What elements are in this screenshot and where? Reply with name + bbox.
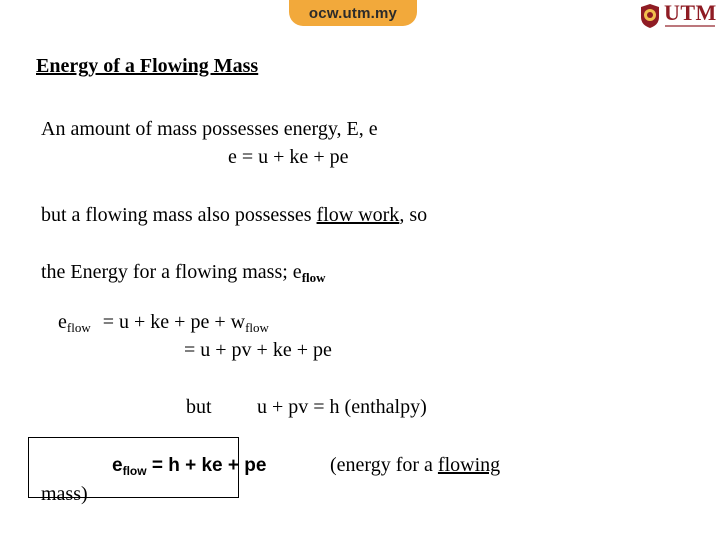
- ocw-banner-text: ocw.utm.my: [308, 4, 398, 22]
- utm-crest-icon: [639, 3, 661, 29]
- final-note-continuation: mass): [41, 483, 88, 505]
- equation-eflow-1: [58, 311, 269, 336]
- text-line-flow-work: [41, 204, 427, 227]
- utm-logo: [637, 2, 717, 32]
- eq1-e: e: [58, 311, 67, 333]
- eq1-e-subscript: flow: [66, 320, 91, 335]
- final-e-subscript: flow: [122, 464, 147, 478]
- flow-work-text-before: but a flowing mass also possesses: [41, 204, 317, 226]
- final-note: [330, 454, 500, 477]
- flowing-energy-subscript: flow: [301, 270, 326, 285]
- ocw-banner[interactable]: [289, 0, 417, 26]
- but-label: but: [186, 396, 212, 418]
- flow-work-text-after: , so: [399, 204, 428, 226]
- final-e: e: [112, 455, 123, 476]
- eq1-w-subscript: flow: [245, 320, 269, 335]
- utm-logo-underline: [665, 25, 715, 27]
- equation-e: e = u + ke + pe: [228, 146, 349, 168]
- text-line-mass-energy: An amount of mass possesses energy, E, e: [41, 118, 378, 140]
- slide-title: Energy of a Flowing Mass: [36, 55, 259, 77]
- utm-logo-text: UTM: [664, 0, 717, 25]
- final-rhs: = h + ke + pe: [146, 455, 267, 476]
- final-equation: [112, 455, 266, 478]
- final-note-text: (energy for a: [330, 454, 438, 476]
- eq1-rhs: = u + ke + pe + w: [102, 311, 246, 333]
- enthalpy-equation: u + pv = h (enthalpy): [257, 396, 427, 418]
- final-note-flowing: flowing: [437, 454, 501, 476]
- text-line-flowing-energy: [41, 261, 326, 286]
- flowing-energy-text: the Energy for a flowing mass; e: [41, 261, 302, 283]
- equation-eflow-2: = u + pv + ke + pe: [184, 339, 332, 361]
- flow-work-term: flow work: [316, 204, 400, 226]
